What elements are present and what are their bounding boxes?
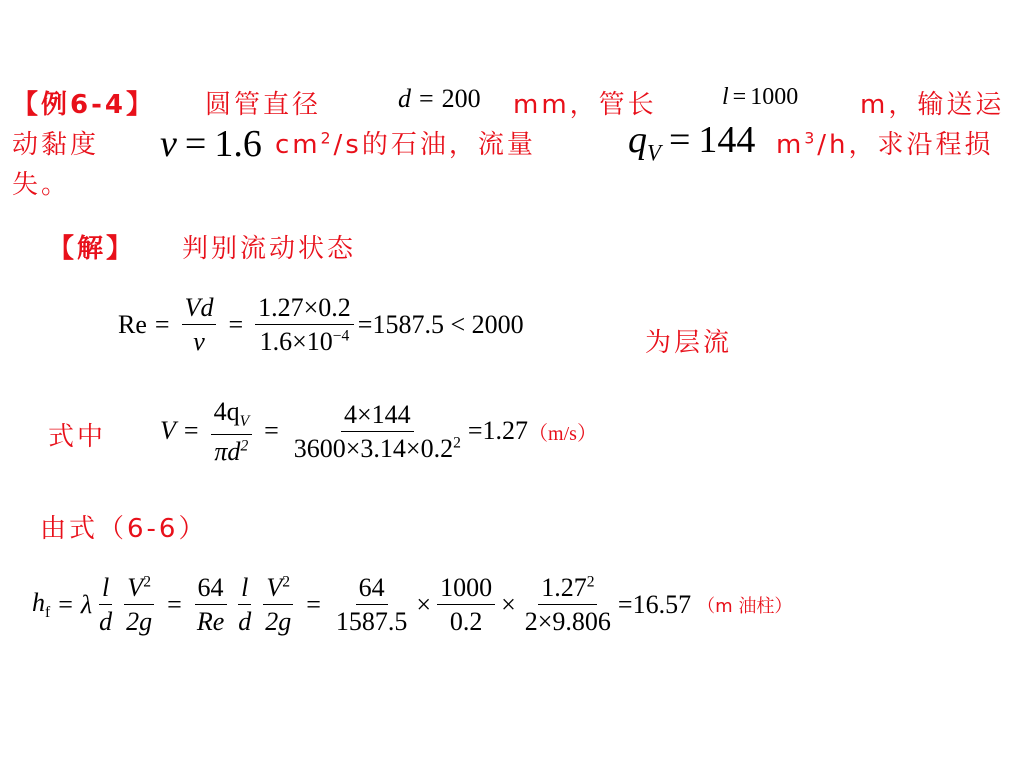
- viscosity-expr: ν = 1.6: [160, 123, 262, 165]
- velocity-equation: V = $\frac{4q_V}{\pi d^2}$ = $\frac{4\times 144}{3600\times 3.14\times 0.2^2}$ =1.27 （m/s）: [160, 397, 597, 466]
- hl-re: Re: [196, 607, 225, 637]
- nu-symbol: ν: [160, 123, 177, 165]
- flow-expr: $q_V = 144$: [628, 119, 756, 166]
- length-expr: l = 1000: [722, 84, 799, 110]
- hl-2g-2: 2g: [265, 607, 292, 637]
- l-symbol: l: [722, 84, 729, 110]
- hl-v-exp-1: 2: [143, 573, 151, 591]
- hl-v-1: V: [127, 573, 144, 602]
- hl-v2-1: [124, 574, 154, 605]
- problem-text-3: m，输送运: [860, 90, 1005, 120]
- reynolds-equation: Re = $\frac{Vd}{\nu}$ = $\frac{1.27\times 0.2}{1.6\times 10^{-4}}$ =1587.5 < 2000: [118, 293, 524, 357]
- v-f2-den-base: 3600×3.14×0.2: [293, 433, 454, 463]
- problem-text-4: 动黏度: [12, 130, 100, 160]
- problem-text-5b: /s的石油，流量: [333, 130, 536, 160]
- v-f2-num: 4×144: [341, 401, 414, 432]
- v-fraction-1: [211, 398, 253, 465]
- diameter-expr: d = 200: [398, 84, 481, 113]
- hl-l-1: l: [99, 574, 112, 605]
- re-fraction-2: [255, 294, 354, 356]
- hf-sub: f: [45, 603, 51, 621]
- v-f1-num: [211, 398, 253, 435]
- re-fraction-1: [182, 294, 217, 356]
- re-f2-den-exp: −4: [332, 327, 350, 345]
- problem-text-7: 失。: [12, 170, 71, 200]
- hl-f5-num-base: 1.27: [541, 573, 587, 602]
- hl-f5-num: [538, 574, 597, 605]
- re-result: =1587.5 < 2000: [357, 309, 524, 339]
- v-f1-num-base: 4q: [213, 397, 240, 426]
- l-value: 1000: [750, 84, 799, 110]
- solution-label: 【解】: [48, 234, 136, 264]
- hl-2g-1: 2g: [126, 607, 153, 637]
- hl-frac-3: [333, 574, 411, 636]
- where-label: 式中: [48, 422, 107, 452]
- re-symbol: Re: [118, 309, 147, 339]
- v-f1-den-base: πd: [214, 436, 241, 466]
- problem-text-2: mm，管长: [513, 90, 657, 120]
- hl-v2-2: [263, 574, 293, 605]
- q-value: 144: [698, 119, 756, 161]
- hl-unit-text: （m 油柱）: [697, 595, 793, 617]
- hl-frac-v-g-2: [262, 574, 294, 636]
- hf-base: h: [32, 587, 45, 617]
- problem-text-6: [776, 124, 994, 161]
- hl-frac-5: [522, 574, 614, 636]
- nu-value: 1.6: [214, 123, 262, 165]
- re-f2-den: [257, 325, 353, 355]
- lambda-symbol: λ: [80, 589, 93, 619]
- hl-f4-num: 1000: [437, 574, 495, 605]
- v-fraction-2: [291, 401, 464, 463]
- v-unit: （m/s）: [528, 422, 597, 445]
- hl-v-2: V: [266, 573, 283, 602]
- hl-frac-l-d-2: [235, 574, 254, 636]
- v-f1-den: [211, 435, 251, 465]
- d-symbol: d: [398, 84, 411, 113]
- re-f2-den-base: 1.6×10: [259, 327, 333, 357]
- laminar-note: 为层流: [645, 328, 733, 358]
- problem-text-1: 圆管直径: [205, 90, 322, 120]
- unit-cm-exp: 2: [320, 129, 334, 148]
- q-symbol: q: [628, 119, 647, 161]
- hl-f5-den: 2×9.806: [524, 607, 611, 637]
- re-f1-num: Vd: [182, 294, 217, 325]
- hl-frac-v-g-1: [123, 574, 155, 636]
- hl-64: 64: [195, 574, 227, 605]
- unit-m: m: [776, 130, 805, 160]
- step-judge-flow: 判别流动状态: [182, 234, 357, 264]
- v-symbol: V: [160, 416, 176, 446]
- unit-m-exp: 3: [804, 129, 818, 148]
- v-result: =1.27: [467, 416, 529, 446]
- v-f1-num-sub: V: [239, 413, 250, 431]
- hl-result: =16.57: [617, 589, 692, 619]
- headloss-equation: $h_f$ = λ $\frac{l}{d}$ $\frac{V^2}{2g}$ = $\frac{64}{Re}$ $\frac{l}{d}$ $\frac{V^2}{2g}$ = $\frac{64}{1587.5}$ × $\frac{1000}{0.2}$ × $\frac{1.27^2}{2\times 9.806}$ =16.57 （m 油柱）: [32, 573, 793, 637]
- hl-frac-4: [437, 574, 495, 636]
- from-equation-label: 由式（6-6）: [40, 514, 208, 544]
- re-f2-num: 1.27×0.2: [255, 294, 354, 325]
- q-subscript: V: [647, 140, 661, 166]
- problem-text-6b: /h，求沿程损: [817, 130, 994, 160]
- hl-f4-den: 0.2: [449, 607, 483, 637]
- hl-f3-num: 64: [356, 574, 388, 605]
- hf-symbol: [32, 588, 50, 622]
- hl-l-2: l: [238, 574, 251, 605]
- hl-frac-l-d-1: [96, 574, 115, 636]
- hl-v-exp-2: 2: [282, 573, 291, 591]
- hl-d-2: d: [238, 607, 252, 637]
- hl-f5-num-exp: 2: [586, 573, 595, 591]
- hl-d-1: d: [99, 607, 113, 637]
- v-f2-den: [291, 432, 464, 462]
- problem-text-5: [275, 124, 536, 161]
- hl-unit: [697, 592, 792, 618]
- example-label: 【例6-4】: [12, 90, 155, 120]
- d-value: 200: [441, 84, 481, 113]
- unit-cm: cm: [275, 130, 321, 160]
- v-f1-den-exp: 2: [240, 436, 249, 454]
- hl-frac-64-re: [194, 574, 227, 636]
- hl-f3-den: 1587.5: [335, 607, 408, 637]
- v-f2-den-exp: 2: [453, 434, 461, 452]
- re-f1-den: ν: [193, 327, 205, 357]
